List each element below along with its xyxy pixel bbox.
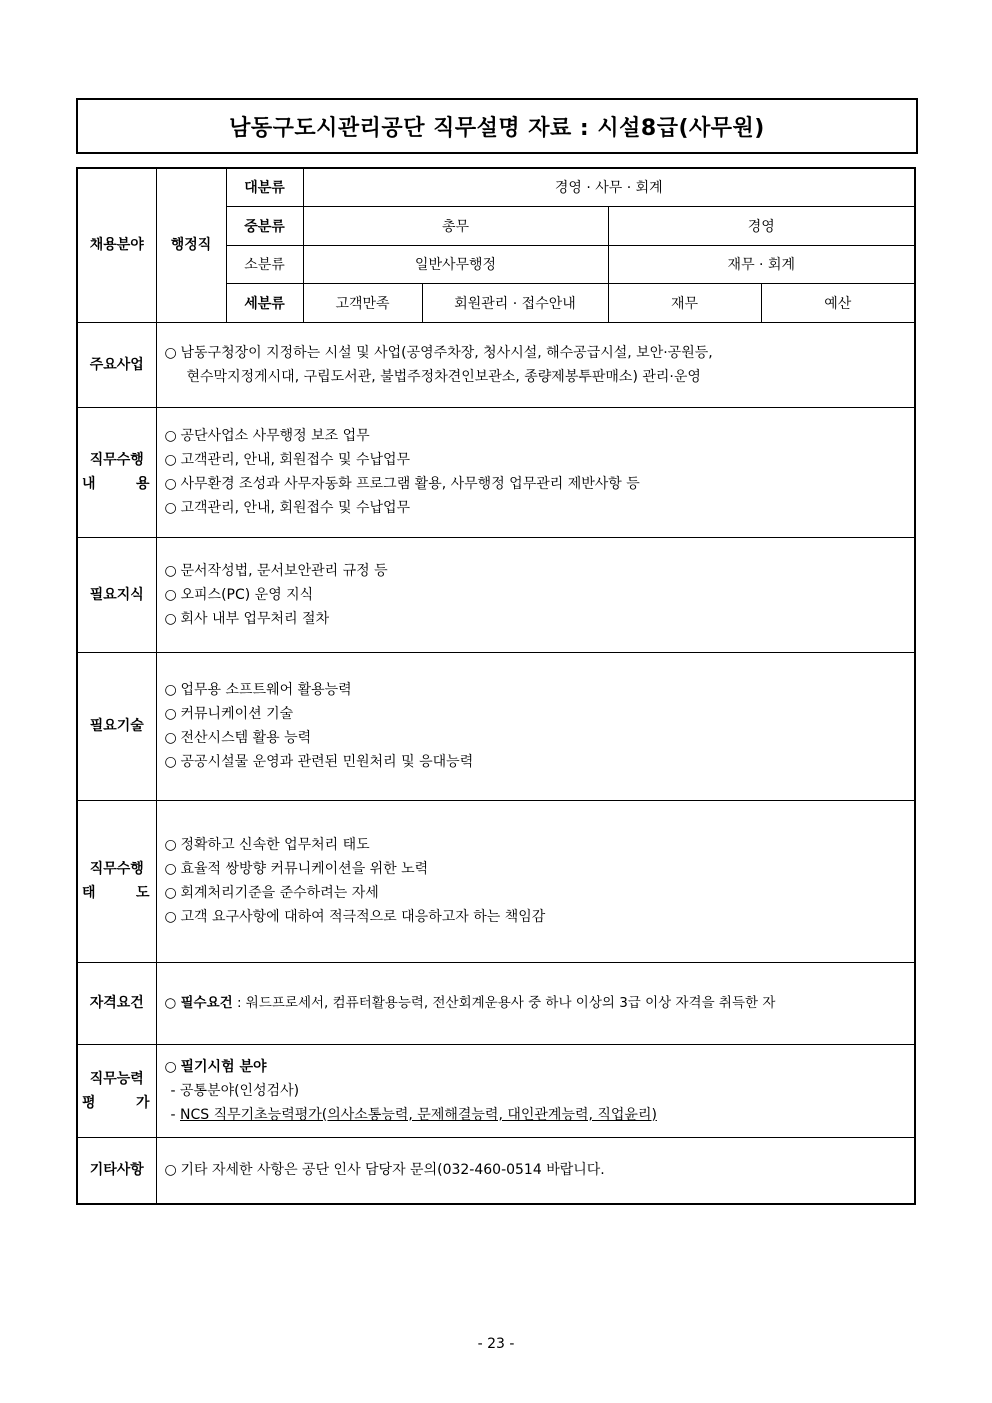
list-item: ○ 공공시설물 운영과 관련된 민원처리 및 응대능력 — [164, 754, 474, 770]
duties-content — [156, 407, 915, 537]
knowledge-label: 필요지식 — [77, 537, 156, 652]
bullet: ○ — [164, 344, 177, 361]
evaluation-item-1: - 공통분야(인성검사) — [170, 1082, 300, 1099]
evaluation-item-2: NCS 직무기초능력평가(의사소통능력, 문제해결능력, 대인관계능력, 직업윤리) — [180, 1106, 657, 1123]
detail-value-4: 예산 — [761, 283, 915, 322]
list-item: ○ 커뮤니케이션 기술 — [164, 706, 294, 722]
minor-label: 소분류 — [226, 245, 303, 283]
list-item: ○ 업무용 소프트웨어 활용능력 — [164, 682, 352, 698]
other-text: 기타 자세한 사항은 공단 인사 담당자 문의(032-460-0514 바랍니다. — [180, 1162, 605, 1179]
knowledge-content — [156, 537, 915, 652]
qualification-bold: 필수요건 — [180, 995, 233, 1011]
attitude-label: 직무수행 태 도 — [77, 800, 156, 962]
list-item: ○ 고객 요구사항에 대하여 적극적으로 대응하고자 하는 책임감 — [164, 909, 546, 925]
minor-value-2: 재무 · 회계 — [608, 245, 915, 283]
detail-label: 세분류 — [226, 283, 303, 322]
list-item: ○ 고객관리, 안내, 회원접수 및 수납업무 — [164, 500, 411, 516]
list-item: ○ 고객관리, 안내, 회원접수 및 수납업무 — [164, 452, 411, 468]
list-item: ○ 회계처리기준을 준수하려는 자세 — [164, 885, 379, 901]
duties-label: 직무수행 내 용 — [77, 407, 156, 537]
list-item: ○ 사무환경 조성과 사무자동화 프로그램 활용, 사무행정 업무관리 제반사항 등 — [164, 476, 640, 492]
list-item: ○ 오피스(PC) 운영 지식 — [164, 586, 314, 603]
qualification-text: : 워드프로세서, 컴퓨터활용능력, 전산회계운용사 중 하나 이상의 3급 이상 자격을 취득한 자 — [232, 995, 776, 1011]
major-value: 경영 · 사무 · 회계 — [303, 168, 915, 206]
major-label: 대분류 — [226, 168, 303, 206]
evaluation-label: 직무능력 평 가 — [77, 1044, 156, 1137]
list-item: ○ 문서작성법, 문서보안관리 규정 등 — [164, 562, 388, 579]
middle-value-1: 총무 — [303, 206, 608, 245]
qualification-content: ○ 필수요건 : 워드프로세서, 컴퓨터활용능력, 전산회계운용사 중 하나 이상의 3급 이상 자격을 취득한 자 — [156, 962, 915, 1044]
main-business-content — [156, 322, 915, 407]
field-label: 채용분야 — [77, 168, 156, 322]
detail-value-3: 재무 — [608, 283, 761, 322]
job-description-table — [76, 167, 916, 1205]
main-business-line-1: 남동구청장이 지정하는 시설 및 사업(공영주차장, 청사시설, 해수공급시설, 보안·공원등, — [180, 344, 713, 361]
attitude-content — [156, 800, 915, 962]
other-label: 기타사항 — [77, 1137, 156, 1204]
qualification-label: 자격요건 — [77, 962, 156, 1044]
list-item: ○ 효율적 쌍방향 커뮤니케이션을 위한 노력 — [164, 861, 429, 877]
main-business-line-2: 현수막지정게시대, 구립도서관, 불법주정차견인보관소, 종량제봉투판매소) 관리·운영 — [186, 368, 701, 385]
evaluation-heading: 필기시험 분야 — [180, 1058, 267, 1075]
evaluation-content: ○ 필기시험 분야 - 공통분야(인성검사) - NCS 직무기초능력평가(의사소통능력, 문제해결능력, 대인관계능력, 직업윤리) — [156, 1044, 915, 1137]
job-type: 행정직 — [156, 168, 226, 322]
detail-value-1: 고객만족 — [303, 283, 422, 322]
list-item: ○ 전산시스템 활용 능력 — [164, 730, 312, 746]
list-item: ○ 회사 내부 업무처리 절차 — [164, 610, 330, 627]
list-item: ○ 정확하고 신속한 업무처리 태도 — [164, 837, 370, 853]
skills-content — [156, 652, 915, 800]
main-business-label: 주요사업 — [77, 322, 156, 407]
detail-value-2: 회원관리 · 접수안내 — [422, 283, 608, 322]
skills-label: 필요기술 — [77, 652, 156, 800]
document-title: 남동구도시관리공단 직무설명 자료 : 시설8급(사무원) — [76, 98, 918, 154]
list-item: ○ 공단사업소 사무행정 보조 업무 — [164, 428, 370, 444]
other-content: ○ 기타 자세한 사항은 공단 인사 담당자 문의(032-460-0514 바랍니다. — [156, 1137, 915, 1204]
minor-value-1: 일반사무행정 — [303, 245, 608, 283]
page-number: - 23 - — [477, 1336, 515, 1352]
middle-label: 중분류 — [226, 206, 303, 245]
middle-value-2: 경영 — [608, 206, 915, 245]
